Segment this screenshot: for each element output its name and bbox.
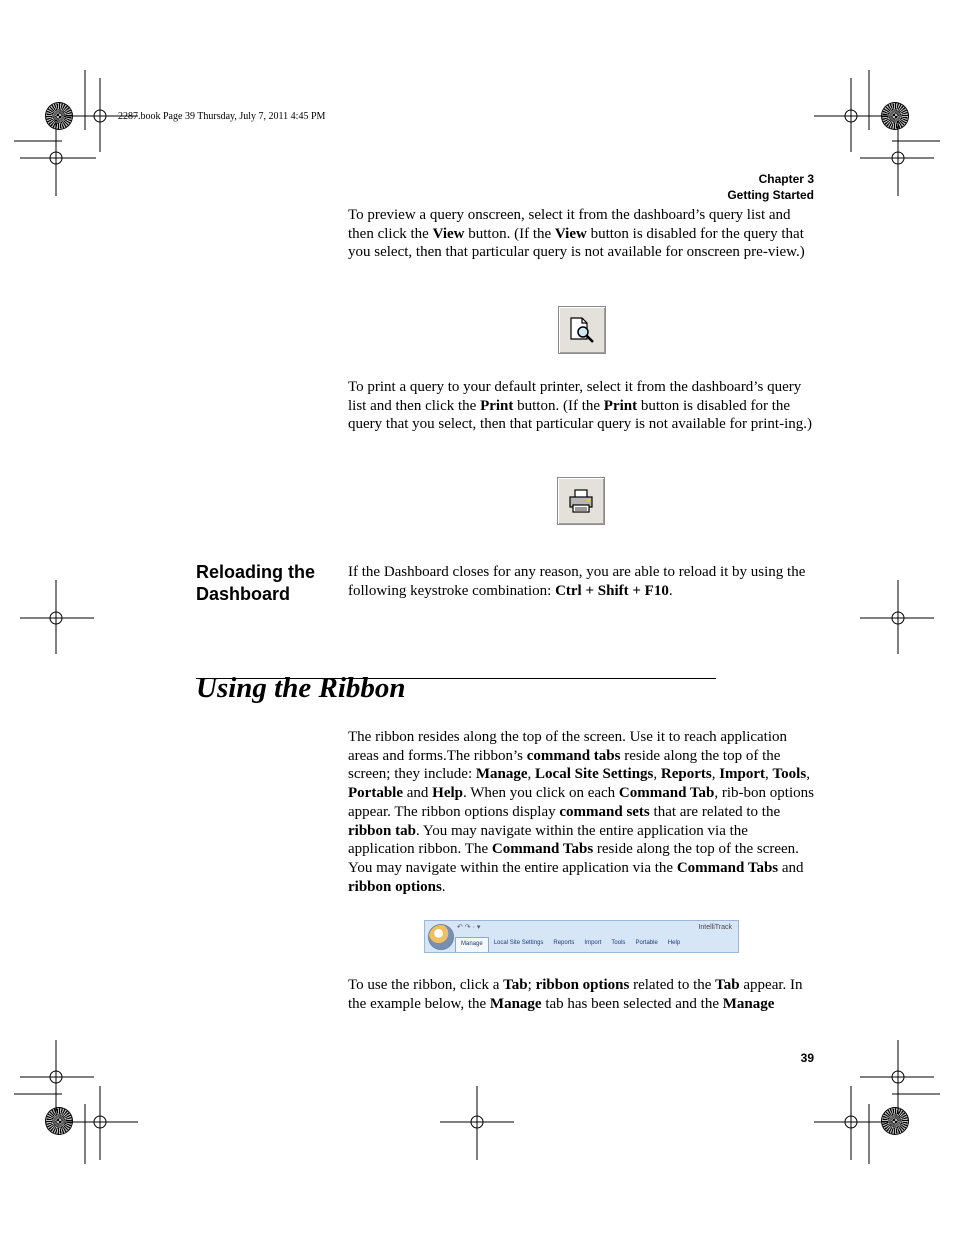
side-heading-reloading: Reloading the Dashboard <box>196 562 316 604</box>
ribbon-screenshot <box>424 920 739 953</box>
preview-magnifier-icon <box>568 316 596 344</box>
quick-access-toolbar: ↶ ↷ · ▾ <box>457 924 481 931</box>
tab-help[interactable]: Help <box>667 940 681 946</box>
running-header <box>614 171 814 203</box>
tab-use-paragraph: To use the ribbon, click a Tab; ribbon options related to the Tab appear. In the example below, the Manage tab has been selected and the Manage <box>348 977 803 1012</box>
tab-tools[interactable]: Tools <box>611 940 626 946</box>
chapter-label: Chapter 3 <box>758 172 814 186</box>
printer-icon <box>567 487 595 515</box>
section-label: Getting Started <box>727 188 814 202</box>
page-number: 39 <box>800 1051 814 1065</box>
print-button[interactable] <box>557 477 605 525</box>
tab-reports[interactable]: Reports <box>553 940 575 946</box>
reload-paragraph: If the Dashboard closes for any reason, you are able to reload it by using the following keystroke combination: Ctrl + Shift + F10. <box>348 564 806 599</box>
print-slug-line: 2287.book Page 39 Thursday, July 7, 2011 4:45 PM <box>118 111 326 122</box>
view-button[interactable] <box>558 306 606 354</box>
tab-portable[interactable]: Portable <box>635 940 658 946</box>
ribbon-paragraph: The ribbon resides along the top of the screen. Use it to reach application areas and forms.The ribbon’s command tabs reside along the top of the screen; they include: Manage, Local Site Settings, Reports, Import, Tools, Portable and Help. When you click on each Command Tab, rib-bon options appear. The ribbon options display command sets that are related to the ribbon tab. You may navigate within the entire application via the application ribbon. The Command Tabs reside along the top of the screen. You may navigate within the entire application via the Command Tabs and ribbon options. <box>348 729 814 895</box>
view-paragraph: To preview a query onscreen, select it from the dashboard’s query list and then click the View button. (If the View button is disabled for the query that you select, then that particular query is not available for onscreen pre-view.) <box>348 207 805 261</box>
ribbon-app-title: IntelliTrack <box>698 924 732 931</box>
tab-import[interactable]: Import <box>584 940 602 946</box>
tab-manage[interactable]: Manage <box>455 937 489 952</box>
section-title: Using the Ribbon <box>196 672 406 704</box>
tab-local-site-settings[interactable]: Local Site Settings <box>493 940 544 946</box>
office-orb-icon <box>428 924 454 950</box>
ribbon-tabs <box>455 937 685 951</box>
print-paragraph: To print a query to your default printer, select it from the dashboard’s query list and then click the Print button. (If the Print button is disabled for the query that you select, then that particular query is not available for print-ing.) <box>348 379 813 433</box>
